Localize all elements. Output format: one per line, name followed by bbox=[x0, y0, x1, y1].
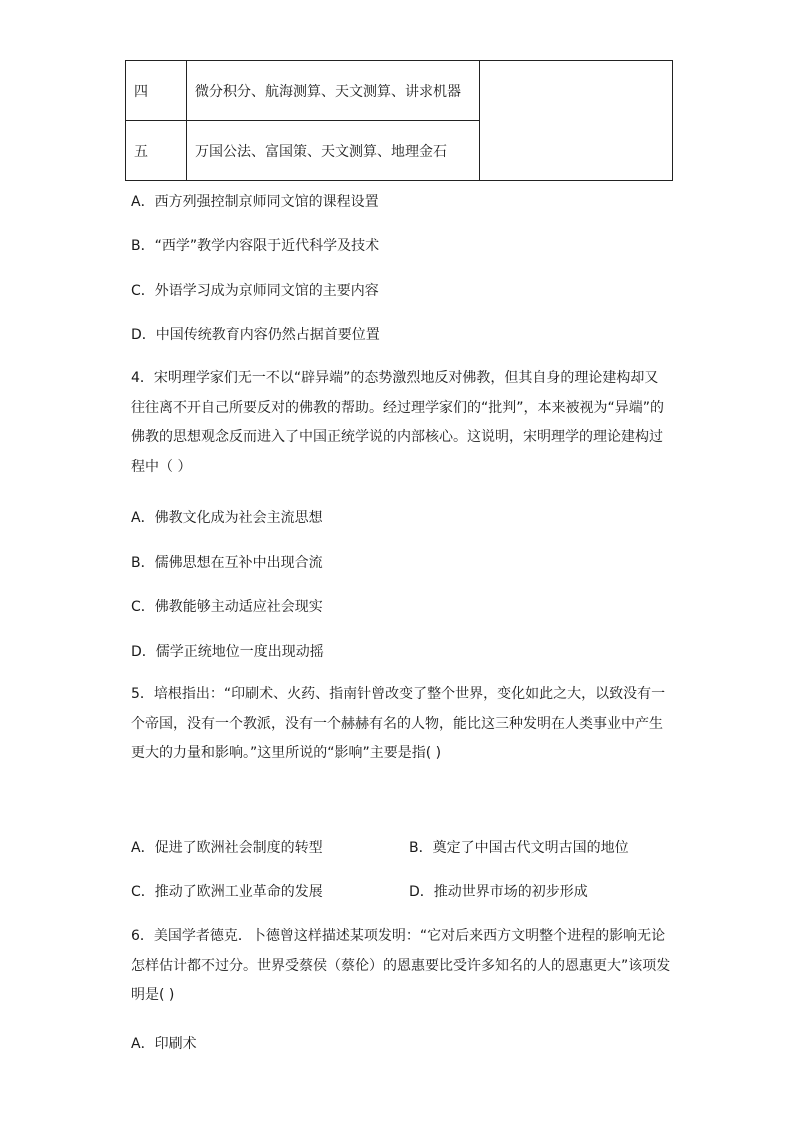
q3-option-b: B．“西学”教学内容限于近代科学及技术 bbox=[131, 238, 380, 254]
table-cell-blank bbox=[480, 61, 673, 181]
table-cell-content: 微分积分、航海测算、天文测算、讲求机器 bbox=[187, 61, 480, 121]
q3-option-c: C．外语学习成为京师同文馆的主要内容 bbox=[131, 283, 379, 299]
table-cell-content: 万国公法、富国策、天文测算、地理金石 bbox=[187, 121, 480, 181]
q4-option-b: B．儒佛思想在互补中出现合流 bbox=[131, 555, 323, 571]
course-table bbox=[125, 60, 673, 181]
q5-option-a: A．促进了欧洲社会制度的转型 bbox=[131, 840, 323, 856]
q6-option-a: A．印刷术 bbox=[131, 1036, 197, 1052]
q6-stem: 6．美国学者德克．卜德曾这样描述某项发明：“它对后来西方文明整个进程的影响无论怎样估计都不过分。世界受蔡侯（蔡伦）的恩惠要比受许多知名的人的恩惠更大”该项发明是( ) bbox=[131, 928, 671, 1003]
q4-option-a: A．佛教文化成为社会主流思想 bbox=[131, 510, 323, 526]
table-cell-index: 四 bbox=[126, 61, 187, 121]
q4-option-c: C．佛教能够主动适应社会现实 bbox=[131, 599, 323, 615]
q5-stem: 5．培根指出：“印刷术、火药、指南针曾改变了整个世界，变化如此之大，以致没有一个帝国，没有一个教派，没有一个赫赫有名的人物，能比这三种发明在人类事业中产生更大的力量和影响。”这里所说的“影响”主要是指( ) bbox=[131, 686, 666, 761]
q5-option-c: C．推动了欧洲工业革命的发展 bbox=[131, 884, 323, 900]
q4-option-d: D．儒学正统地位一度出现动摇 bbox=[131, 644, 324, 660]
q3-option-d: D．中国传统教育内容仍然占据首要位置 bbox=[131, 327, 380, 343]
q3-option-a: A．西方列强控制京师同文馆的课程设置 bbox=[131, 194, 379, 210]
table-cell-index: 五 bbox=[126, 121, 187, 181]
q4-stem: 4．宋明理学家们无一不以“辟异端”的态势激烈地反对佛教，但其自身的理论建构却又往往离不开自己所要反对的佛教的帮助。经过理学家们的“批判”，本来被视为“异端”的佛教的思想观念反而进入了中国正统学说的内部核心。这说明，宋明理学的理论建构过程中（ ） bbox=[131, 370, 665, 475]
table-row bbox=[126, 61, 673, 121]
q5-option-b: B．奠定了中国古代文明古国的地位 bbox=[409, 840, 629, 856]
q5-option-d: D．推动世界市场的初步形成 bbox=[409, 884, 588, 900]
